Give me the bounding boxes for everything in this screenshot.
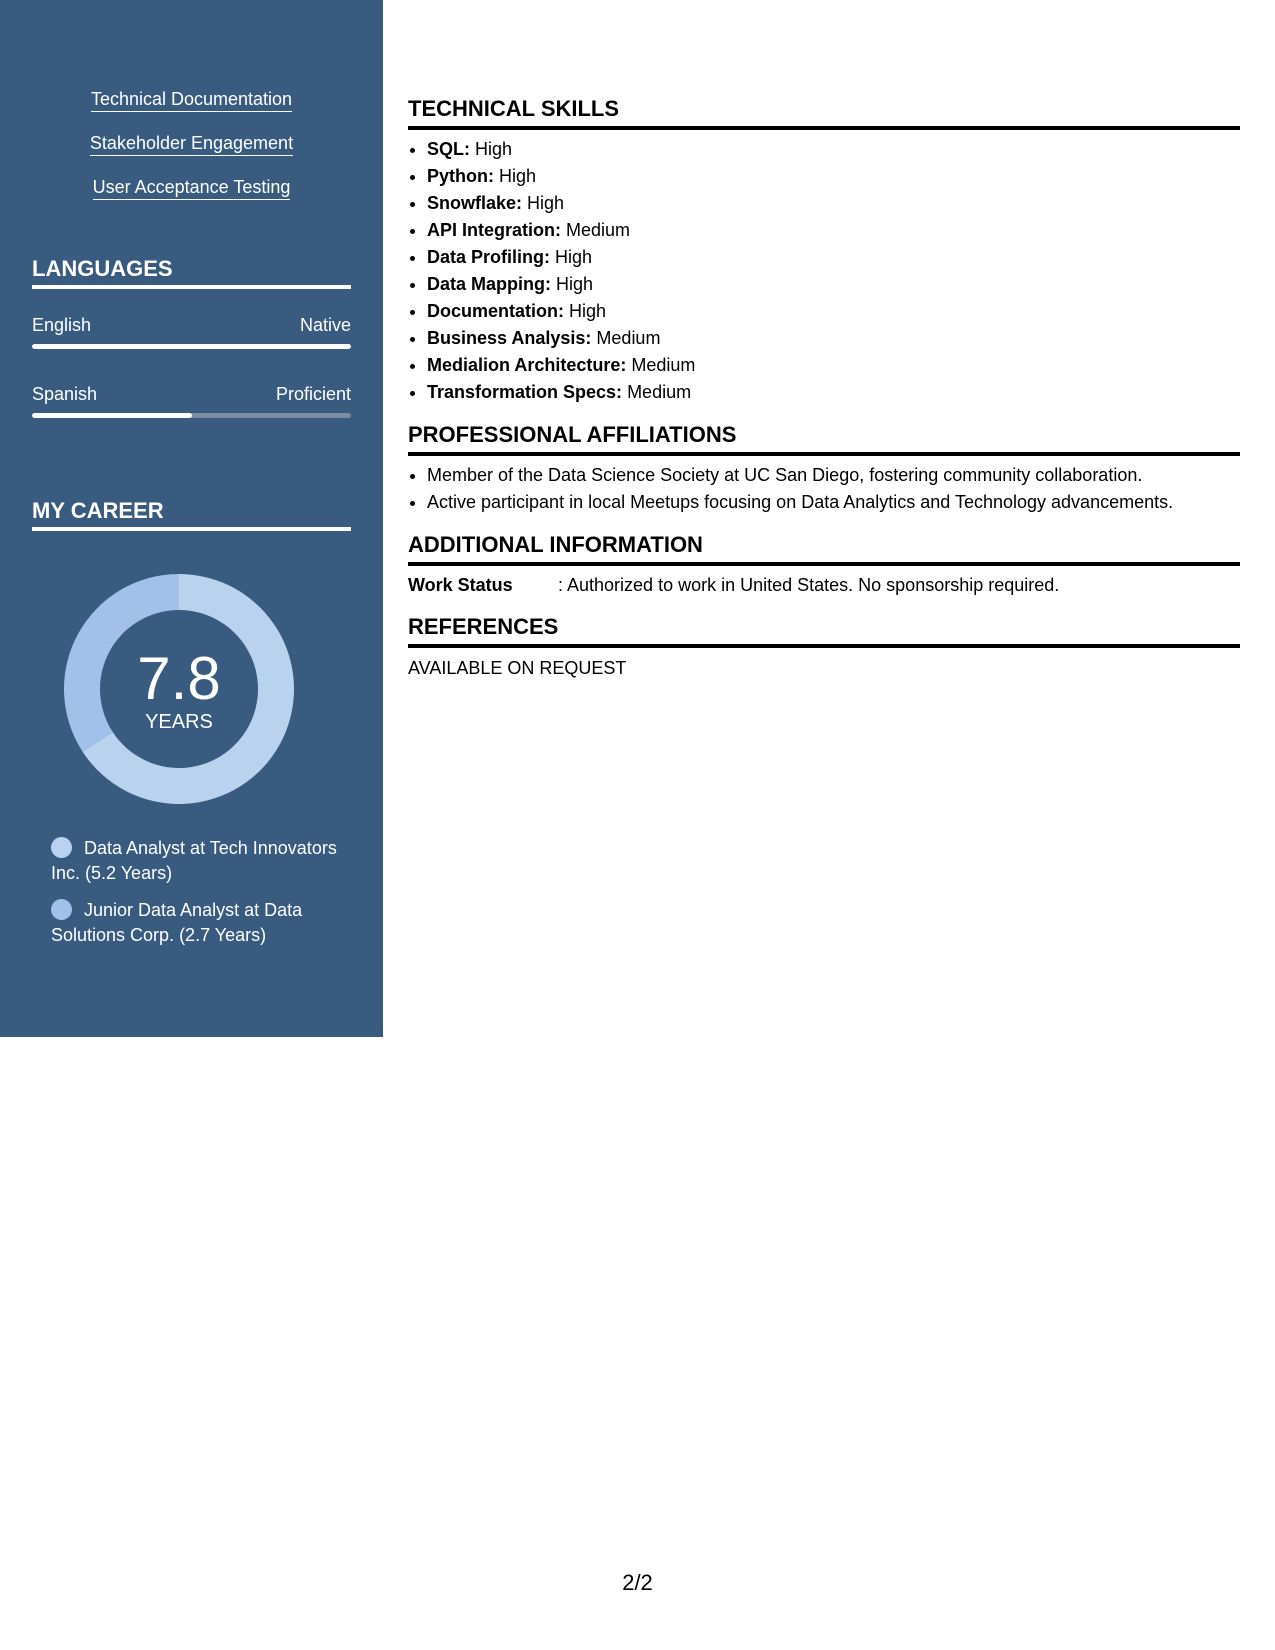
list-item	[427, 271, 1240, 298]
list-item	[427, 298, 1240, 325]
skill-tag: Stakeholder Engagement	[90, 132, 293, 156]
skill-level: High	[556, 274, 594, 294]
list-item: • Active participant in local Meetups focusing on Data Analytics and Technology advancements.	[427, 489, 1240, 516]
career-total-years: 7.8	[137, 645, 221, 712]
skill-level: High	[555, 247, 593, 267]
languages-heading: LANGUAGES	[32, 256, 351, 289]
legend-label: Junior Data Analyst at Data Solutions Corp. (2.7 Years)	[51, 900, 303, 945]
skill-level: High	[475, 139, 513, 159]
language-row	[32, 383, 351, 405]
skill-level: Medium	[596, 328, 661, 348]
skill-level: Medium	[631, 355, 696, 375]
language-name: English	[32, 315, 92, 335]
skill-tags	[0, 88, 383, 220]
skill-name: SQL:	[427, 139, 470, 159]
list-item	[427, 163, 1240, 190]
legend-item	[51, 898, 341, 948]
list-item: • Member of the Data Science Society at UC San Diego, fostering community collaboration.	[427, 462, 1240, 489]
section-heading: TECHNICAL SKILLS	[408, 96, 1240, 130]
section-heading: PROFESSIONAL AFFILIATIONS	[408, 422, 1240, 456]
skill-name: Python:	[427, 166, 494, 186]
language-name: Spanish	[32, 384, 98, 404]
list-item	[427, 217, 1240, 244]
language-level: Native	[299, 315, 351, 335]
page-number: 2/2	[622, 1570, 653, 1595]
work-status-label: Work Status	[408, 575, 513, 595]
career-legend	[51, 836, 341, 960]
affiliations-section	[408, 422, 1240, 516]
skill-tag: Technical Documentation	[91, 88, 292, 112]
legend-label: Data Analyst at Tech Innovators Inc. (5.2 Years)	[51, 838, 337, 883]
language-row	[32, 314, 351, 336]
career-years-unit: YEARS	[145, 711, 213, 733]
skill-name: Data Profiling:	[427, 247, 551, 267]
skill-level: High	[527, 193, 565, 213]
section-heading: ADDITIONAL INFORMATION	[408, 532, 1240, 566]
language-proficiency-bar	[32, 344, 351, 349]
work-status-value: : Authorized to work in United States. No sponsorship required.	[558, 575, 1060, 595]
skill-name: Data Mapping:	[427, 274, 551, 294]
language-proficiency-fill	[32, 344, 351, 349]
skill-name: Business Analysis:	[427, 328, 592, 348]
legend-dot	[51, 899, 72, 920]
skill-name: API Integration:	[427, 220, 561, 240]
references-text: AVAILABLE ON REQUEST	[408, 658, 627, 678]
skill-name: Medialion Architecture:	[427, 355, 627, 375]
main-content	[408, 96, 1240, 680]
affiliations-list	[408, 462, 1240, 516]
legend-dot	[51, 837, 72, 858]
list-item	[427, 244, 1240, 271]
skill-level: High	[569, 301, 607, 321]
references-section	[408, 614, 1240, 680]
sidebar	[0, 0, 383, 1037]
language-proficiency-bar	[32, 413, 351, 418]
skill-level: Medium	[566, 220, 631, 240]
work-status-row	[408, 573, 1240, 597]
skill-name: Snowflake:	[427, 193, 523, 213]
skill-name: Documentation:	[427, 301, 564, 321]
list-item	[427, 136, 1240, 163]
skill-name: Transformation Specs:	[427, 382, 623, 402]
skills-list	[408, 136, 1240, 406]
section-heading: REFERENCES	[408, 614, 1240, 648]
list-item	[427, 325, 1240, 352]
list-item	[427, 379, 1240, 406]
skill-level: High	[499, 166, 537, 186]
career-heading: MY CAREER	[32, 498, 351, 531]
skill-tag: User Acceptance Testing	[93, 176, 291, 200]
list-item	[427, 190, 1240, 217]
language-proficiency-fill	[32, 413, 192, 418]
technical-skills-section	[408, 96, 1240, 406]
legend-item	[51, 836, 341, 886]
skill-level: Medium	[627, 382, 692, 402]
language-level: Proficient	[275, 384, 351, 404]
list-item	[427, 352, 1240, 379]
additional-info-section	[408, 532, 1240, 597]
